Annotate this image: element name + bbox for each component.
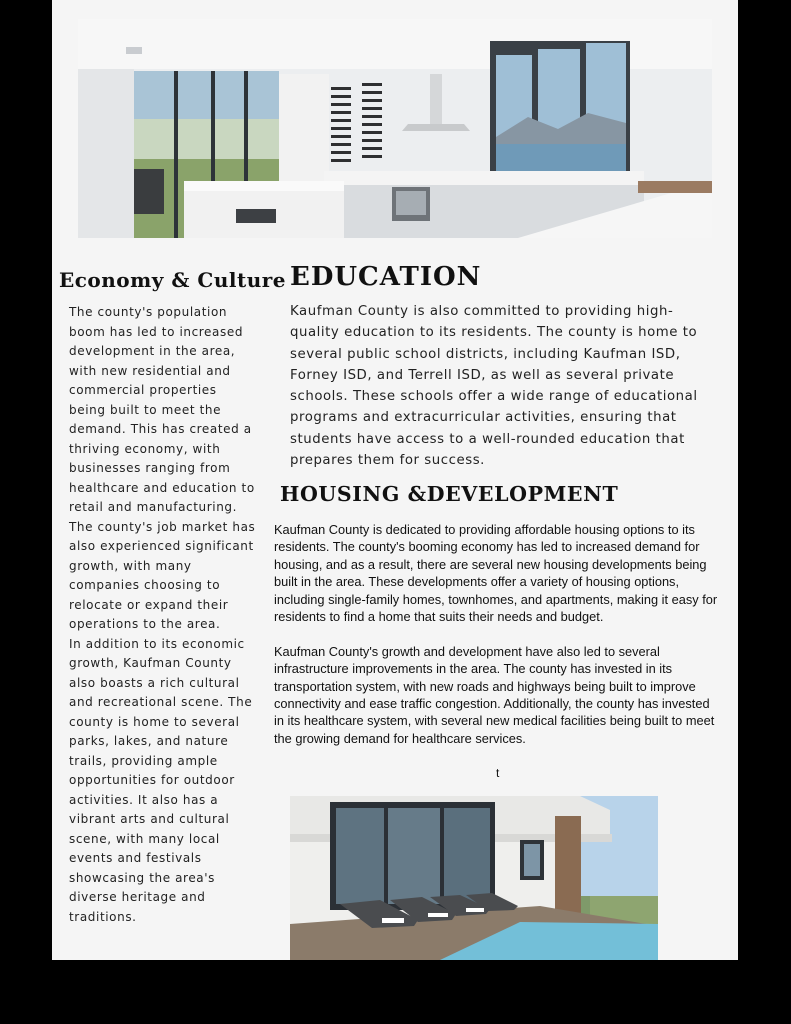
document-page xyxy=(52,0,738,960)
kitchen-photo xyxy=(78,19,712,238)
economy-culture-body xyxy=(69,303,257,927)
education-heading: EDUCATION xyxy=(290,262,482,292)
house-patio-photo xyxy=(290,796,658,960)
housing-development-heading: HOUSING &DEVELOPMENT xyxy=(280,482,619,506)
housing-paragraph: Kaufman County is dedicated to providing affordable housing options to its residents. The county's booming economy has led to increased demand for housing, and as a result, there are several new housing developments being built in the area. These developments offer a variety of housing options, including single-family homes, townhomes, and apartments, making it easy for residents to find a home that suits their needs and budget. xyxy=(274,522,718,625)
economy-paragraph: The county's population boom has led to increased development in the area, with new residential and commercial properties being built to meet the demand. This has created a thriving economy, with businesses ranging from healthcare and education to retail and manufacturing. The county's job market has also experienced significant growth, with many companies choosing to relocate or expand their operations to the area. xyxy=(69,305,256,631)
education-body: Kaufman County is also committed to providing high-quality education to its residents. The county is home to several public school districts, including Kaufman ISD, Forney ISD, and Terrell ISD, as well as several private schools. These schools offer a wide range of educational programs and extracurricular activities, ensuring that students have access to a well-rounded education that prepares them for success. xyxy=(290,304,698,469)
stray-character: t xyxy=(496,766,500,780)
culture-paragraph: In addition to its economic growth, Kaufman County also boasts a rich cultural and recreational scene. The county is home to several parks, lakes, and nature trails, providing ample opportunities for outdoor activities. It also has a vibrant arts and cultural scene, with many local events and festivals showcasing the area's diverse heritage and traditions. xyxy=(69,636,253,924)
housing-development-body xyxy=(274,521,720,747)
economy-culture-heading: Economy & Culture xyxy=(59,268,287,292)
development-paragraph: Kaufman County's growth and development have also led to several infrastructure improvements in the area. The county has invested in its transportation system, with new roads and highways being built to improve connectivity and ease traffic congestion. Additionally, the county has invested in its healthcare system, with several new medical facilities being built to meet the growing demand for healthcare services. xyxy=(274,643,715,746)
